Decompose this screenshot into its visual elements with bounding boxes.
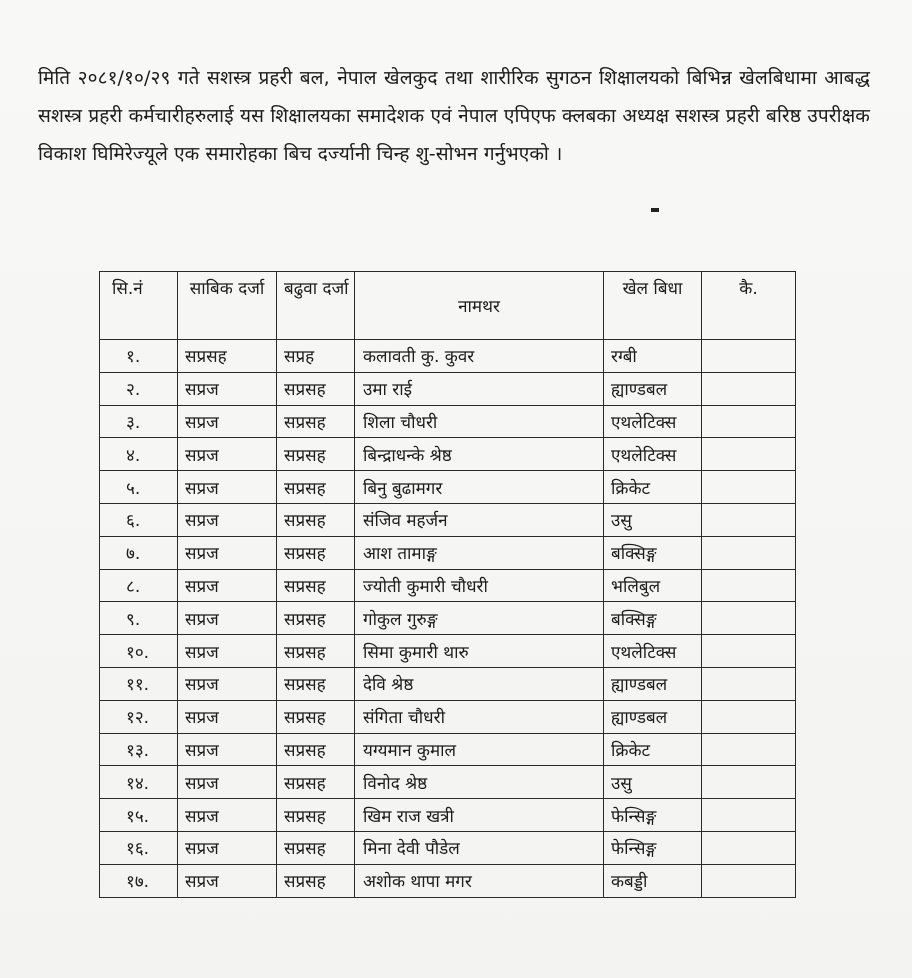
cell-remarks	[702, 733, 796, 766]
cell-remarks	[702, 372, 796, 405]
cell-remarks	[702, 864, 796, 897]
cell-previous-rank: सप्रज	[178, 667, 277, 700]
cell-promoted-rank: सप्रसह	[277, 766, 355, 799]
cell-previous-rank: सप्रज	[178, 372, 277, 405]
cell-sn: १४.	[100, 766, 178, 799]
cell-previous-rank: सप्रज	[178, 831, 277, 864]
cell-remarks	[702, 503, 796, 536]
table-row	[100, 799, 796, 832]
cell-promoted-rank: सप्रसह	[277, 667, 355, 700]
cell-sport: एथलेटिक्स	[604, 438, 702, 471]
cell-promoted-rank: सप्रसह	[277, 700, 355, 733]
table-row	[100, 766, 796, 799]
header-sn: सि.नं	[100, 272, 178, 340]
header-promoted-rank: बढुवा दर्जा	[277, 272, 355, 340]
promotion-table	[99, 271, 796, 898]
cell-promoted-rank: सप्रसह	[277, 602, 355, 635]
cell-promoted-rank: सप्रसह	[277, 438, 355, 471]
cell-sn: ७.	[100, 536, 178, 569]
cell-name: शिला चौधरी	[355, 405, 604, 438]
table-row	[100, 864, 796, 897]
cell-sn: १७.	[100, 864, 178, 897]
cell-remarks	[702, 799, 796, 832]
cell-previous-rank: सप्रज	[178, 602, 277, 635]
cell-sport: ह्याण्डबल	[604, 372, 702, 405]
cell-name: देवि श्रेष्ठ	[355, 667, 604, 700]
cell-name: सिमा कुमारी थारु	[355, 635, 604, 668]
cell-name: कलावती कु. कुवर	[355, 340, 604, 373]
table-row	[100, 733, 796, 766]
cell-sport: एथलेटिक्स	[604, 405, 702, 438]
table-body	[100, 340, 796, 898]
table-row	[100, 602, 796, 635]
cell-remarks	[702, 667, 796, 700]
cell-previous-rank: सप्रज	[178, 536, 277, 569]
cell-sport: क्रिकेट	[604, 471, 702, 504]
cell-sn: ३.	[100, 405, 178, 438]
cell-name: बिन्द्राधन्के श्रेष्ठ	[355, 438, 604, 471]
table-header-row	[100, 272, 796, 340]
cell-previous-rank: सप्रज	[178, 438, 277, 471]
cell-sn: २.	[100, 372, 178, 405]
header-sport: खेल बिधा	[604, 272, 702, 340]
cell-previous-rank: सप्रज	[178, 766, 277, 799]
cell-previous-rank: सप्रज	[178, 799, 277, 832]
cell-sport: उसु	[604, 503, 702, 536]
table-row	[100, 405, 796, 438]
cell-sn: १.	[100, 340, 178, 373]
cell-sport: फेन्सिङ्ग	[604, 799, 702, 832]
cell-sn: ४.	[100, 438, 178, 471]
cell-previous-rank: सप्रसह	[178, 340, 277, 373]
cell-sport: क्रिकेट	[604, 733, 702, 766]
table-row	[100, 503, 796, 536]
cell-promoted-rank: सप्रसह	[277, 503, 355, 536]
table-row	[100, 700, 796, 733]
table-row	[100, 536, 796, 569]
cell-name: मिना देवी पौडेल	[355, 831, 604, 864]
table-row	[100, 667, 796, 700]
cell-promoted-rank: सप्रसह	[277, 536, 355, 569]
cell-promoted-rank: सप्रसह	[277, 733, 355, 766]
table-row	[100, 569, 796, 602]
header-remarks: कै.	[702, 272, 796, 340]
cell-name: विनोद श्रेष्ठ	[355, 766, 604, 799]
cell-sn: ११.	[100, 667, 178, 700]
cell-sport: फेन्सिङ्ग	[604, 831, 702, 864]
cell-remarks	[702, 700, 796, 733]
cell-name: ज्योती कुमारी चौधरी	[355, 569, 604, 602]
cell-sport: बक्सिङ्ग	[604, 536, 702, 569]
cell-sport: बक्सिङ्ग	[604, 602, 702, 635]
cell-name: अशोक थापा मगर	[355, 864, 604, 897]
table-row	[100, 471, 796, 504]
cell-name: संगिता चौधरी	[355, 700, 604, 733]
table-row	[100, 372, 796, 405]
cell-previous-rank: सप्रज	[178, 503, 277, 536]
cell-name: आश तामाङ्ग	[355, 536, 604, 569]
cell-sport: एथलेटिक्स	[604, 635, 702, 668]
header-name: नामथर	[355, 272, 604, 340]
cell-sn: ६.	[100, 503, 178, 536]
table-row	[100, 340, 796, 373]
cell-promoted-rank: सप्रसह	[277, 864, 355, 897]
cell-remarks	[702, 569, 796, 602]
cell-sn: १३.	[100, 733, 178, 766]
cell-remarks	[702, 635, 796, 668]
cell-sport: ह्याण्डबल	[604, 700, 702, 733]
cell-previous-rank: सप्रज	[178, 569, 277, 602]
cell-previous-rank: सप्रज	[178, 471, 277, 504]
cell-sn: १५.	[100, 799, 178, 832]
cell-remarks	[702, 766, 796, 799]
cell-remarks	[702, 405, 796, 438]
cell-name: गोकुल गुरुङ्ग	[355, 602, 604, 635]
cell-promoted-rank: सप्रसह	[277, 799, 355, 832]
cell-name: खिम राज खत्री	[355, 799, 604, 832]
cell-previous-rank: सप्रज	[178, 635, 277, 668]
cell-remarks	[702, 602, 796, 635]
header-previous-rank: साबिक दर्जा	[178, 272, 277, 340]
cell-remarks	[702, 471, 796, 504]
table-row	[100, 831, 796, 864]
cell-sn: ५.	[100, 471, 178, 504]
cell-sn: ८.	[100, 569, 178, 602]
cell-promoted-rank: सप्रह	[277, 340, 355, 373]
cell-remarks	[702, 831, 796, 864]
intro-paragraph: मिति २०८१/१०/२९ गते सशस्त्र प्रहरी बल, नेपाल खेलकुद तथा शारीरिक सुगठन शिक्षालयको बिभिन्न खेलबिधामा आबद्ध सशस्त्र प्रहरी कर्मचारीहरुलाई यस शिक्षालयका समादेशक एवं नेपाल एपिएफ क्लबका अध्यक्ष सशस्त्र प्रहरी बरिष्ठ उपरीक्षक विकाश घिमिरेज्यूले एक समारोहका बिच दर्ज्यानी चिन्ह शु-सोभन गर्नुभएको ।	[38, 67, 870, 165]
cell-name: संजिव महर्जन	[355, 503, 604, 536]
cell-previous-rank: सप्रज	[178, 733, 277, 766]
cell-previous-rank: सप्रज	[178, 405, 277, 438]
cell-promoted-rank: सप्रसह	[277, 569, 355, 602]
cell-promoted-rank: सप्रसह	[277, 831, 355, 864]
cell-name: बिनु बुढामगर	[355, 471, 604, 504]
cell-sport: ह्याण्डबल	[604, 667, 702, 700]
cell-promoted-rank: सप्रसह	[277, 372, 355, 405]
cell-previous-rank: सप्रज	[178, 700, 277, 733]
cell-remarks	[702, 340, 796, 373]
cell-sn: १०.	[100, 635, 178, 668]
cell-sport: उसु	[604, 766, 702, 799]
cell-sport: भलिबुल	[604, 569, 702, 602]
table-row	[100, 438, 796, 471]
cell-sport: रग्बी	[604, 340, 702, 373]
cell-remarks	[702, 438, 796, 471]
cell-remarks	[702, 536, 796, 569]
cell-name: यग्यमान कुमाल	[355, 733, 604, 766]
table-row	[100, 635, 796, 668]
cell-sn: १६.	[100, 831, 178, 864]
cell-sn: ९.	[100, 602, 178, 635]
cell-previous-rank: सप्रज	[178, 864, 277, 897]
ink-mark	[651, 208, 659, 212]
cell-promoted-rank: सप्रसह	[277, 405, 355, 438]
cell-promoted-rank: सप्रसह	[277, 471, 355, 504]
cell-sn: १२.	[100, 700, 178, 733]
cell-promoted-rank: सप्रसह	[277, 635, 355, 668]
cell-name: उमा राई	[355, 372, 604, 405]
cell-sport: कबड्डी	[604, 864, 702, 897]
